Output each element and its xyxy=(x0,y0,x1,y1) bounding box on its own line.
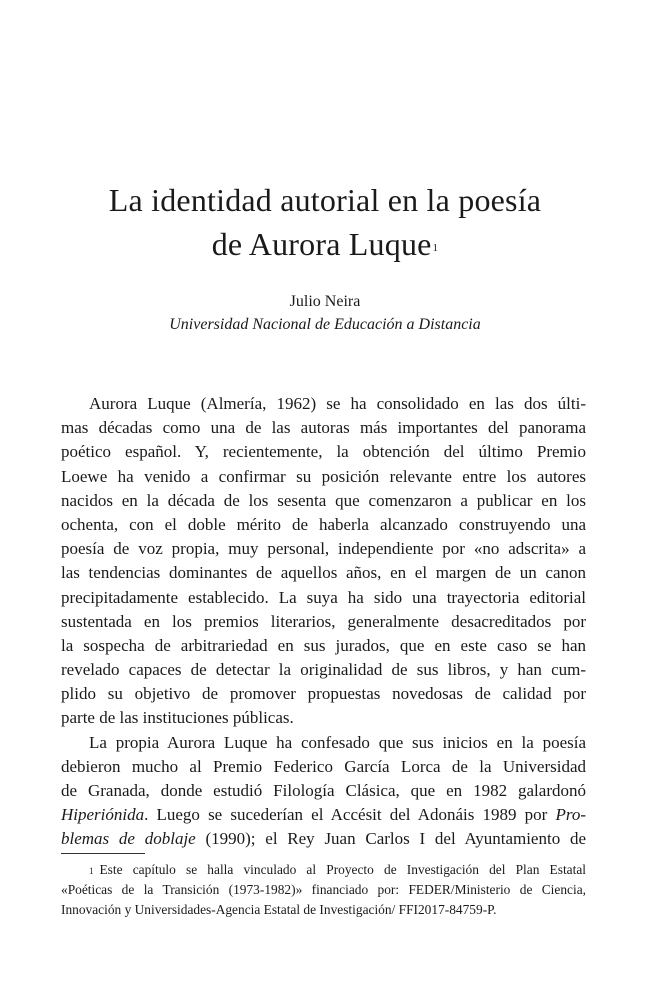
body-line: de Granada, donde estudió Filología Clásica, que en 1982 galardonó xyxy=(61,781,586,800)
body-line: parte de las instituciones públicas. xyxy=(61,708,294,728)
footnote-mark: 1 xyxy=(89,866,94,876)
body-line-segment: (1990); el Rey Juan Carlos I del Ayuntamiento de xyxy=(195,829,587,849)
body-line: las tendencias dominantes de aquellos años, en el margen de un canon xyxy=(61,563,586,583)
footnote-text: Este capítulo se halla vinculado al Proyecto de Investigación del Plan Estatal xyxy=(99,862,586,877)
title-footnote-ref: 1 xyxy=(432,242,439,254)
chapter-title-line-1: La identidad autorial en la poesía xyxy=(108,182,542,218)
body-line: Loewe ha venido a confirmar su posición relevante entre los autores xyxy=(61,466,586,486)
body-line xyxy=(61,827,586,851)
body-line xyxy=(61,803,586,827)
book-title-italic: Pro- xyxy=(555,805,586,825)
author-name: Julio Neira xyxy=(289,293,361,310)
body-line: poético español. Y, recientemente, la obtención del último Premio xyxy=(61,442,586,462)
chapter-title-line-2 xyxy=(40,222,610,266)
body-line: debieron mucho al Premio Federico García Lorca de la Universidad xyxy=(61,756,586,776)
book-title-italic: Hiperiónida xyxy=(61,805,145,825)
body-text xyxy=(61,392,586,852)
author-affiliation: Universidad Nacional de Educación a Distancia xyxy=(169,316,481,333)
body-line: Aurora Luque (Almería, 1962) se ha consolidado en las dos últi- xyxy=(89,394,586,413)
body-line: nacidos en la década de los sesenta que comenzaron a publicar en los xyxy=(61,490,586,510)
footnote xyxy=(61,860,586,920)
body-line: La propia Aurora Luque ha confesado que sus inicios en la poesía xyxy=(89,732,586,752)
body-line: revelado capaces de detectar la originalidad de sus libros, y han cum- xyxy=(61,660,586,680)
body-line-segment: . Luego se sucederían el Accésit del Adonáis 1989 por xyxy=(144,805,556,825)
body-line: plido su objetivo de promover propuestas novedosas de calidad por xyxy=(61,684,586,704)
body-line: ochenta, con el doble mérito de haberla alcanzado construyendo una xyxy=(61,514,586,534)
footnote-line xyxy=(61,860,586,880)
footnote-line: Innovación y Universidades-Agencia Estatal de Investigación/ FFI2017-84759-P. xyxy=(61,902,497,917)
body-line: sustentada en los premios literarios, generalmente desacreditados por xyxy=(61,611,586,631)
footnote-separator xyxy=(61,853,145,854)
chapter-title xyxy=(40,178,610,266)
footnote-line: «Poéticas de la Transición (1973-1982)» financiado por: FEDER/Ministerio de Ciencia, xyxy=(61,882,586,897)
body-line: mas décadas como una de las autoras más importantes del panorama xyxy=(61,418,586,438)
body-line: precipitadamente establecido. La suya ha sido una trayectoria editorial xyxy=(61,587,586,607)
body-line: la sospecha de arbitrariedad en sus jurados, que en este caso se han xyxy=(61,635,586,655)
book-title-italic: blemas de doblaje xyxy=(61,829,196,849)
chapter-title-line-2-text: de Aurora Luque xyxy=(211,226,432,262)
body-line: poesía de voz propia, muy personal, independiente por «no adscrita» a xyxy=(61,539,586,559)
